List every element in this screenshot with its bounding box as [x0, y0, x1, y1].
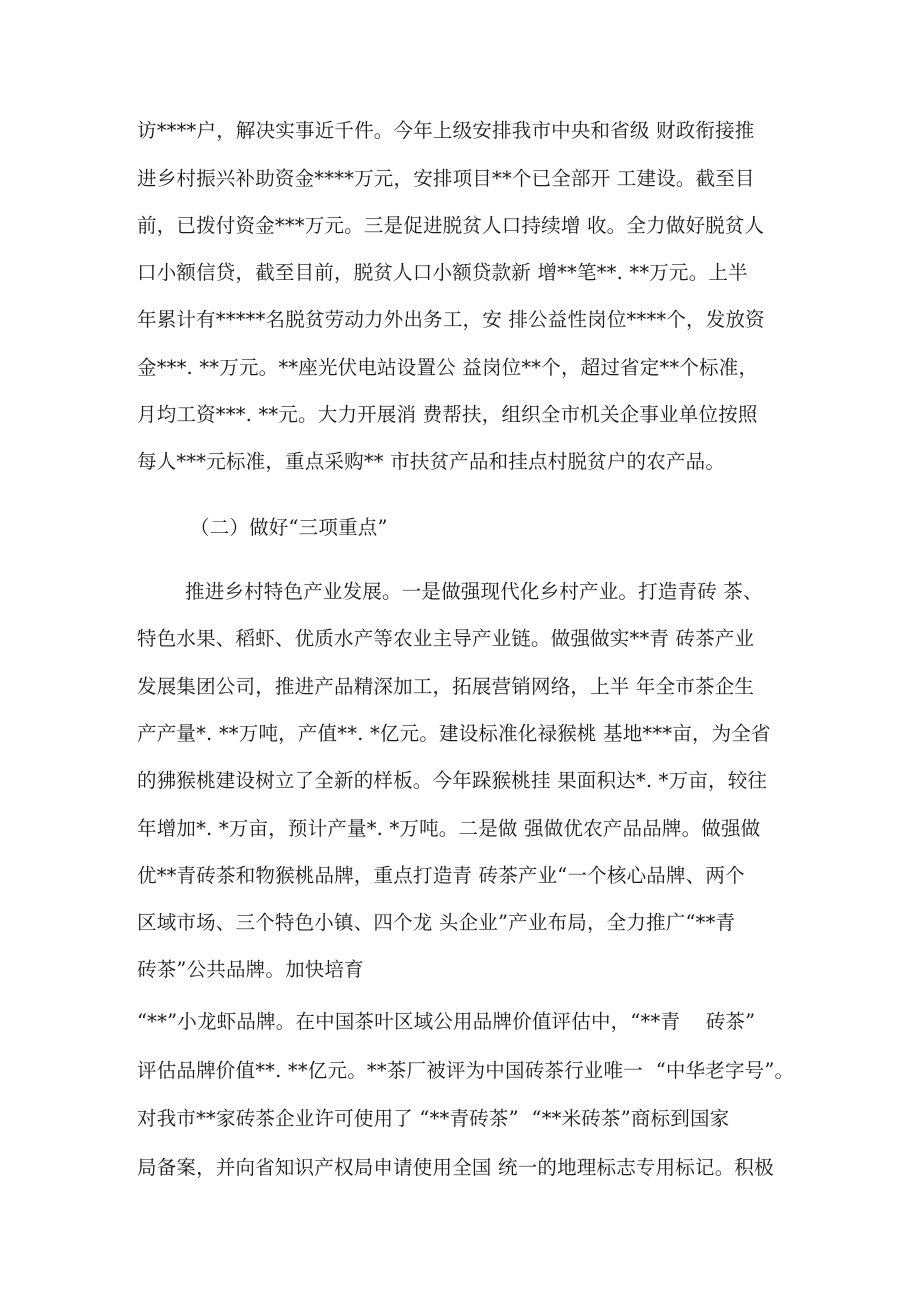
paragraph-line: 推进乡村特色产业发展。一是做强现代化乡村产业。打造青砖 茶、 [185, 580, 763, 603]
paragraph-line: 每人***元标准，重点采购** 市扶贫产品和挂点村脱贫户的农产品。 [137, 450, 726, 473]
section-heading: （二）做好“三项重点” [190, 516, 388, 539]
paragraph-line: 产产量*. **万吨，产值**. *亿元。建设标准化禄猴桃 基地***亩，为全省 [137, 722, 771, 745]
paragraph-line: 评估品牌价值**. **亿元。**茶厂被评为中国砖茶行业唯一 “中华老字号”。 [137, 1059, 795, 1082]
paragraph-line: 砖茶”公共品牌。加快培育 [137, 958, 364, 981]
paragraph-line: 进乡村振兴补助资金****万元，安排项目**个已全部开 工建设。截至目 [137, 167, 755, 190]
paragraph-line: 前，已拨付资金***万元。三是促进脱贫人口持续增 收。全力做好脱贫人 [137, 214, 765, 237]
paragraph-line: 对我市**家砖茶企业许可使用了 “**青砖茶” “**米砖茶”商标到国家 [137, 1107, 730, 1130]
paragraph-line: 年增加*. *万亩，预计产量*. *万吨。二是做 强做优农产品品牌。做强做 [137, 817, 761, 840]
paragraph-line: “**”小龙虾品牌。在中国茶叶区域公用品牌价值评估中，“**青 砖茶” [137, 1010, 756, 1033]
paragraph-line: 金***. **万元。**座光伏电站设置公 益岗位**个，超过省定**个标准， [137, 356, 759, 379]
paragraph-line: 区域市场、三个特色小镇、四个龙 头企业”产业布局，全力推广“**青 [137, 911, 736, 934]
paragraph-line: 的狒猴桃建设树立了全新的样板。今年跺猴桃挂 果面积达*. *万亩，较往 [137, 769, 768, 792]
paragraph-line: 口小额信贷，截至目前，脱贫人口小额贷款新 增**笔**. **万元。上半 [137, 261, 748, 284]
paragraph-line: 局备案，并向省知识产权局申请使用全国 统一的地理标志专用标记。积极 [137, 1156, 774, 1179]
paragraph-line: 特色水果、稻虾、优质水产等农业主导产业链。做强做实**青 砖茶产业 [137, 627, 755, 650]
paragraph-line: 月均工资***. **元。大力开展消 费帮扶，组织全市机关企事业单位按照 [137, 403, 758, 426]
paragraph-line: 优**青砖茶和物猴桃品牌，重点打造青 砖茶产业“一个核心品牌、两个 [137, 864, 745, 887]
paragraph-line: 发展集团公司，推进产品精深加工，拓展营销网络，上半 年全市茶企生 [137, 675, 755, 698]
paragraph-line: 访****户，解决实事近千件。今年上级安排我市中央和省级 财政衔接推 [137, 119, 755, 142]
paragraph-line: 年累计有*****名脱贫劳动力外出务工，安 排公益性岗位****个，发放资 [137, 308, 765, 331]
